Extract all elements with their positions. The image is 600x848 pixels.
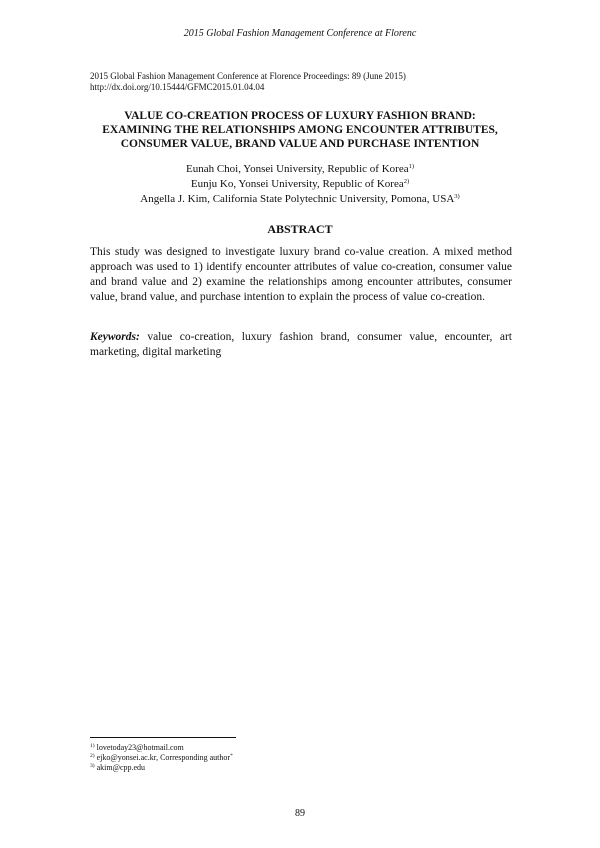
title-line-3: CONSUMER VALUE, BRAND VALUE AND PURCHASE INTENTION: [120, 138, 480, 150]
proceedings-info: [90, 71, 520, 93]
footnote-mark: 2): [90, 753, 95, 759]
author-line: [80, 177, 520, 192]
footnote: [90, 743, 390, 753]
footnote-text: ejko@yonsei.ac.kr, Corresponding author: [94, 753, 231, 762]
author-list: [80, 162, 520, 207]
footnote: [90, 763, 390, 773]
running-head: 2015 Global Fashion Management Conference at Florenc: [183, 28, 417, 39]
author-text: Angella J. Kim, California State Polytechnic University, Pomona, USA: [140, 193, 455, 205]
author-text: Eunah Choi, Yonsei University, Republic of Korea: [185, 163, 409, 175]
footnotes: [90, 743, 390, 773]
abstract-body: This study was designed to investigate luxury brand co-value creation. A mixed method approach was used to 1) identify encounter attributes of value co-creation, consumer value and brand value and 2) examine the relationships among encounter attributes, consumer value, brand value, and purchase intention to explain the process of value co-creation.: [90, 246, 512, 303]
page-number: 89: [295, 808, 305, 819]
abstract-heading: ABSTRACT: [267, 222, 333, 236]
footnote-text: lovetoday23@hotmail.com: [94, 743, 184, 752]
footnote-star: *: [230, 753, 233, 759]
keywords-text: value co-creation, luxury fashion brand, consumer value, encounter, art marketing, digital marketing: [90, 331, 512, 358]
doi-link[interactable]: http://dx.doi.org/10.15444/GFMC2015.01.04.04: [90, 82, 265, 92]
footnote: [90, 753, 390, 763]
proceedings-line: 2015 Global Fashion Management Conference at Florence Proceedings: 89 (June 2015): [90, 71, 406, 81]
author-text: Eunju Ko, Yonsei University, Republic of Korea: [190, 178, 404, 190]
footnote-mark: 3): [90, 763, 95, 769]
footnote-mark: 1): [90, 743, 95, 749]
author-footnote-mark: 3): [454, 193, 460, 200]
footnote-rule: [90, 737, 236, 738]
paper-title: [80, 109, 520, 151]
keywords: [90, 330, 512, 360]
author-footnote-mark: 1): [408, 163, 415, 170]
author-line: [80, 192, 520, 207]
footnote-text: akim@cpp.edu: [94, 763, 146, 772]
title-line-1: VALUE CO-CREATION PROCESS OF LUXURY FASHION BRAND:: [124, 110, 476, 122]
keywords-label: Keywords:: [90, 331, 140, 343]
title-line-2: EXAMINING THE RELATIONSHIPS AMONG ENCOUNTER ATTRIBUTES,: [102, 124, 498, 136]
author-line: [80, 162, 520, 177]
author-footnote-mark: 2): [403, 178, 410, 185]
